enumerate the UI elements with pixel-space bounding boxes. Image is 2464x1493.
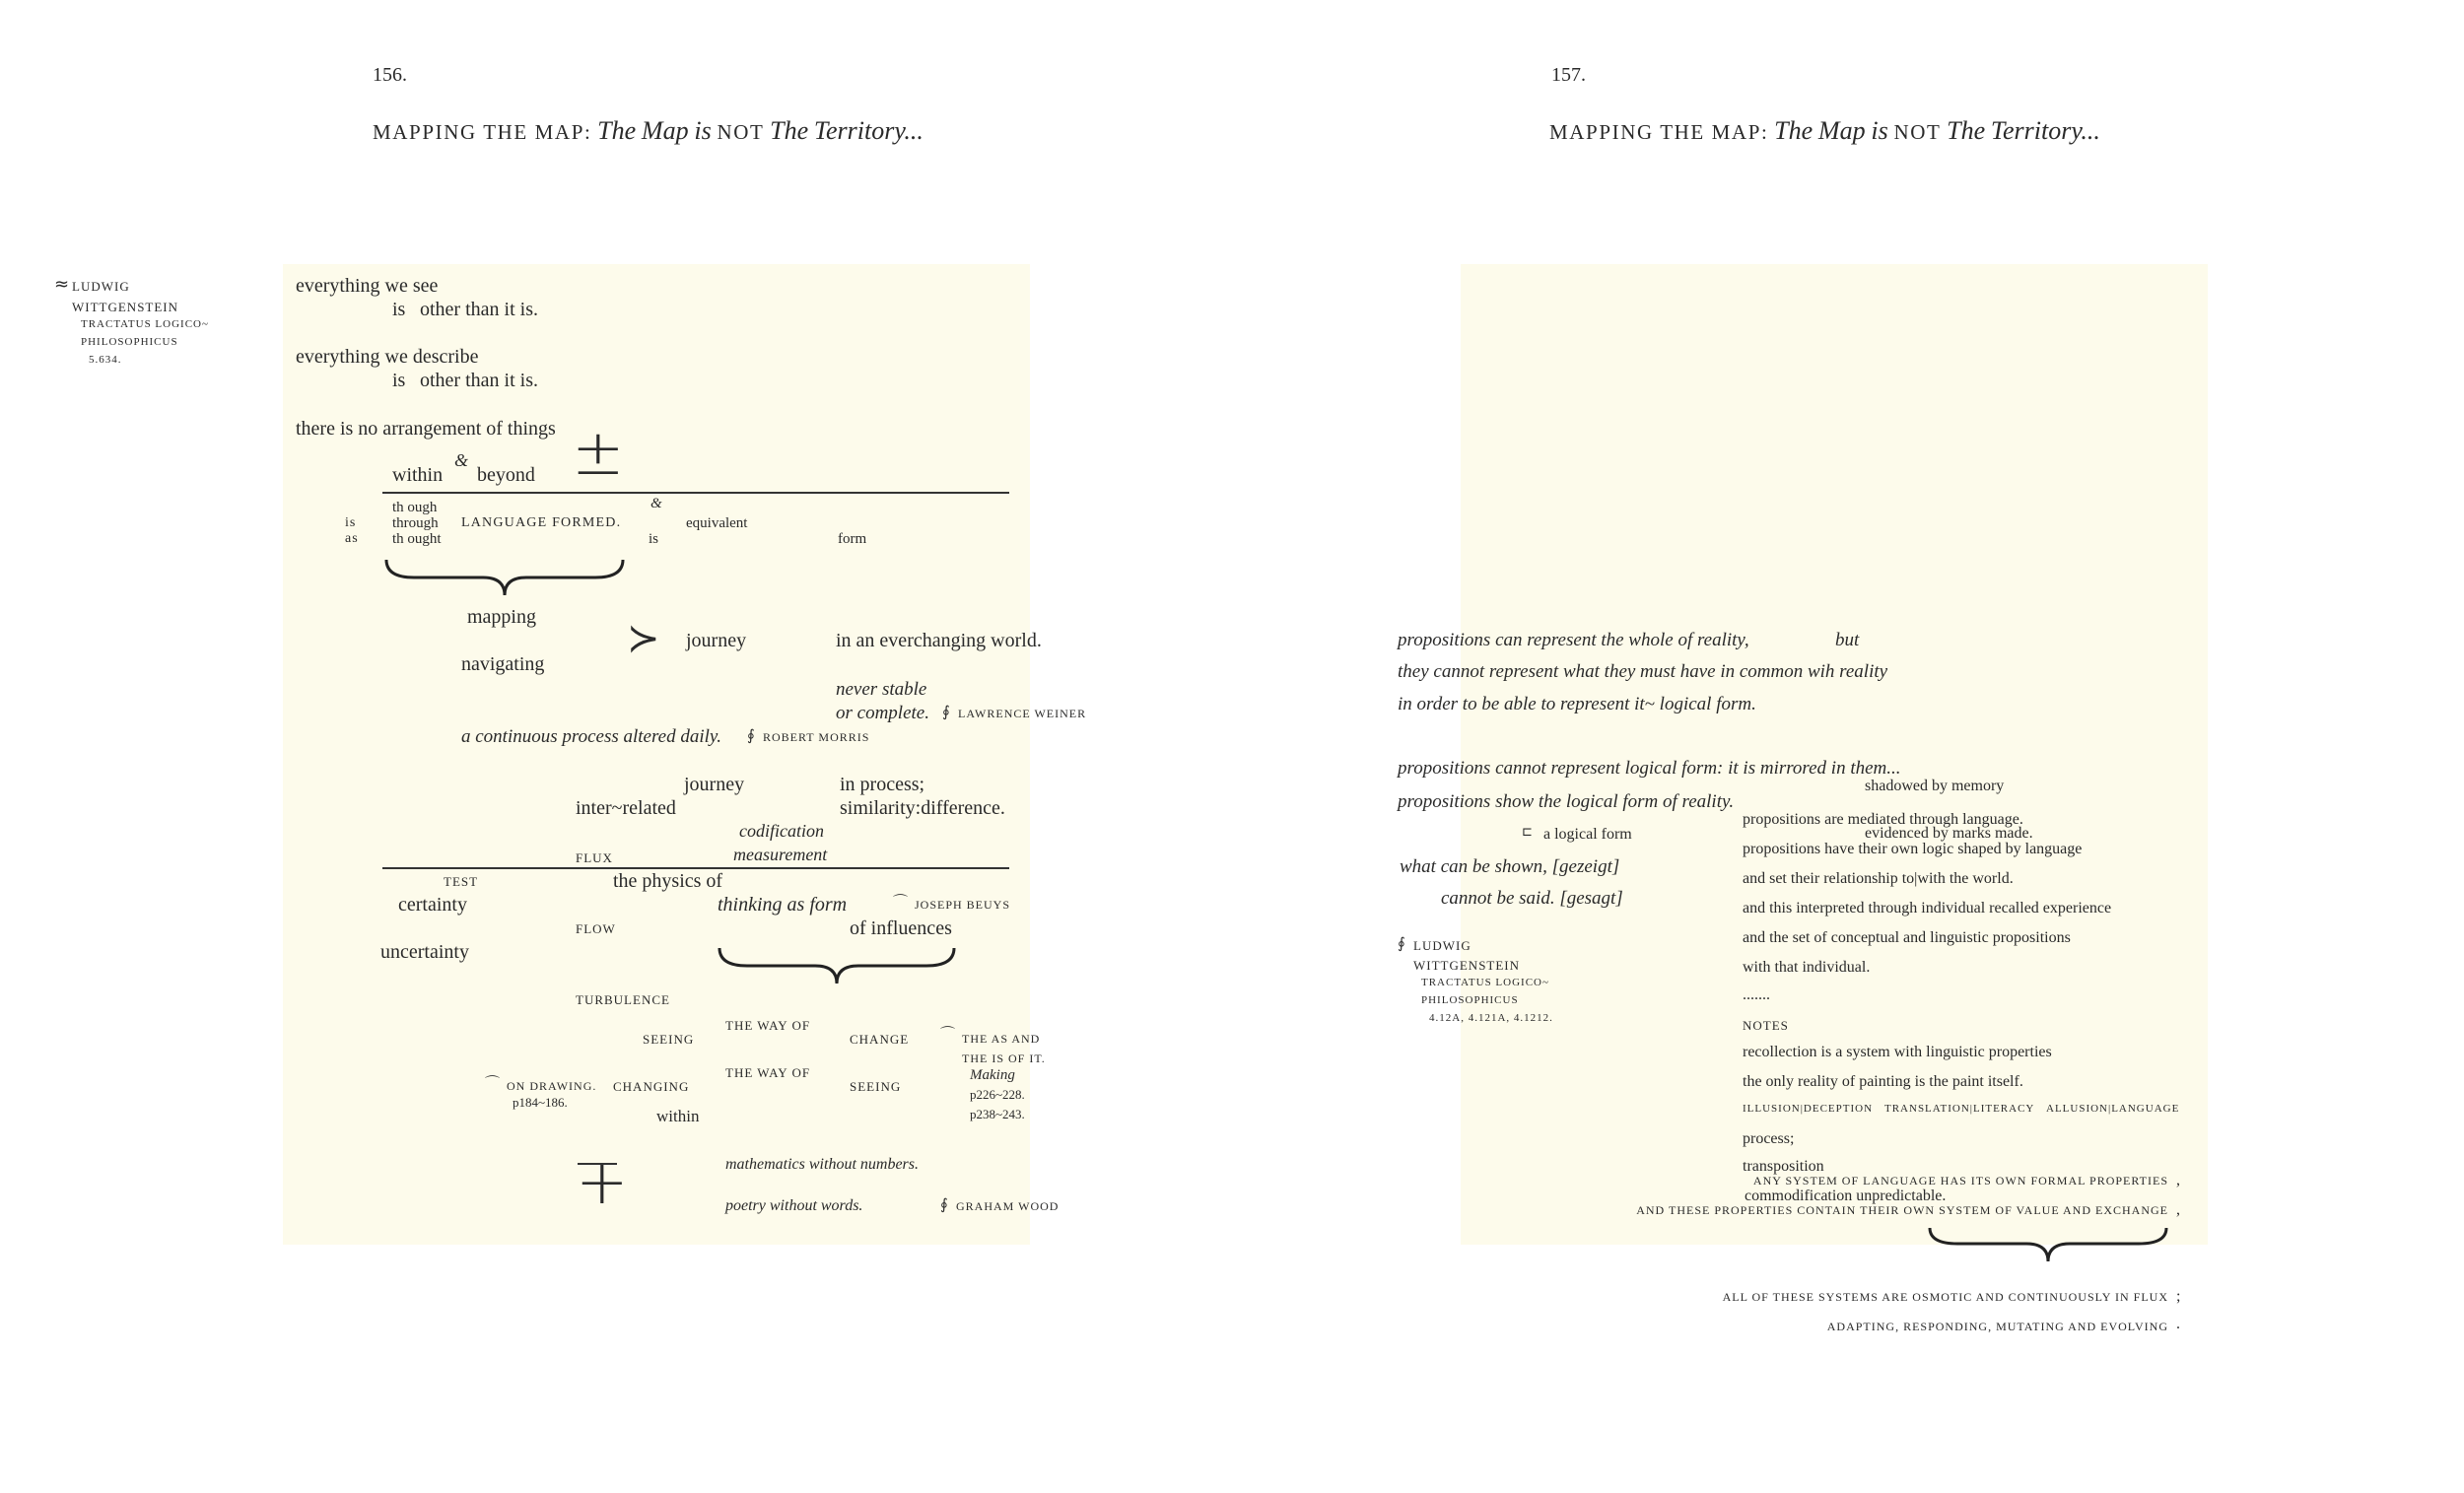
header-is: is — [694, 116, 712, 145]
note-pair: ALLUSION|LANGUAGE — [2046, 1103, 2180, 1115]
poem-line: there is no arrangement of things — [296, 418, 556, 440]
plus-bar — [578, 1163, 617, 1165]
notes-label: NOTES — [1743, 1018, 1789, 1033]
poem-line: inter~related — [576, 797, 676, 819]
left-page-number: 156. — [373, 64, 407, 86]
punctuation: , — [2176, 1201, 2180, 1218]
flux-label: FLUX — [576, 850, 613, 865]
approx-mark-icon: ≈ — [54, 274, 70, 295]
poem-line: evidenced by marks made. — [1865, 825, 2033, 842]
poem-line: in order to be able to represent it~ logical form. — [1398, 694, 1756, 714]
poem-line: journey — [686, 630, 747, 651]
poem-line: propositions show the logical form of reality. — [1398, 791, 1735, 812]
poem-line: thinking as form — [718, 894, 848, 916]
system-line: ANY SYSTEM OF LANGUAGE HAS ITS OWN FORMAL PROPERTIES — [1752, 1174, 2168, 1188]
attribution-wittgenstein: WITTGENSTEIN — [1413, 958, 1521, 973]
poem-line: with that individual. — [1743, 959, 1871, 976]
right-running-header — [1549, 118, 2100, 144]
language-formed: LANGUAGE FORMED. — [461, 515, 622, 530]
poem-line: journey — [684, 774, 745, 795]
poem-line: the only reality of painting is the paint itself. — [1743, 1073, 2023, 1090]
header-territory: Territory... — [1990, 116, 2100, 145]
poem-line: but — [1835, 630, 1860, 650]
poem-line: within — [656, 1107, 700, 1125]
attribution-making: p226~228. — [970, 1087, 1025, 1102]
attribution-mark-icon: ∮ — [940, 1195, 948, 1213]
attribution-making: THE IS OF IT. — [962, 1052, 1046, 1065]
poem-line: is — [392, 370, 406, 391]
poem-line: mapping — [467, 606, 536, 628]
poem-line: shadowed by memory — [1865, 778, 2005, 794]
poem-line: uncertainty — [380, 941, 469, 963]
attribution-mark-icon: ⌒ — [485, 1074, 501, 1092]
poem-line: a continuous process altered daily. — [461, 726, 722, 747]
attribution-drawing: ON DRAWING. — [507, 1079, 597, 1093]
change-label: CHANGE — [850, 1032, 910, 1047]
way-of-label: THE WAY OF — [725, 1065, 811, 1080]
poem-small: th ought — [392, 531, 442, 547]
poem-line: cannot be said. [gesagt] — [1441, 888, 1623, 909]
note-pair: TRANSLATION|LITERACY — [1884, 1103, 2035, 1115]
poem-line: certainty — [398, 894, 467, 916]
poem-line: commodification unpredictable. — [1745, 1188, 1947, 1204]
way-of-label: THE WAY OF — [725, 1018, 811, 1033]
header-not: NOT — [1893, 120, 1942, 144]
poem-line: similarity:difference. — [840, 797, 1005, 819]
brace-icon — [1928, 1226, 2168, 1263]
header-map: Map — [1817, 116, 1866, 145]
seeing-label: SEEING — [850, 1079, 902, 1094]
left-running-header — [373, 118, 924, 144]
poem-line: mathematics without numbers. — [725, 1156, 919, 1173]
poem-line: process; — [1743, 1130, 1795, 1147]
attribution-mark-icon: ∮ — [942, 703, 950, 720]
header-the: The — [1774, 116, 1814, 145]
poem-line: everything we see — [296, 275, 439, 297]
poem-line: and set their relationship to|with the world. — [1743, 870, 2014, 887]
divider-rule — [382, 867, 1009, 869]
sidenote-line: LUDWIG — [72, 279, 130, 294]
poem-line: beyond — [477, 464, 535, 486]
adapting-line: ADAPTING, RESPONDING, MUTATING AND EVOLVING — [1826, 1320, 2168, 1333]
converge-arrow-icon: ≻ — [627, 616, 660, 661]
poem-line: propositions can represent the whole of reality, — [1398, 630, 1749, 650]
sidenote-line: TRACTATUS LOGICO~ — [81, 318, 209, 330]
poem-line: transposition — [1743, 1158, 1824, 1175]
seeing-label: SEEING — [643, 1032, 695, 1047]
poem-line: within — [392, 464, 444, 486]
brace-icon — [718, 946, 956, 985]
header-map: Map — [641, 116, 689, 145]
poem-line: other than it is. — [420, 370, 538, 391]
attribution-making: Making — [970, 1067, 1015, 1083]
changing-label: CHANGING — [613, 1079, 690, 1094]
attribution-weiner: LAWRENCE WEINER — [958, 707, 1087, 720]
right-text-panel — [1461, 264, 2208, 1245]
header-prefix: MAPPING THE MAP: — [373, 120, 592, 144]
poem-line: recollection is a system with linguistic properties — [1743, 1044, 2052, 1060]
poem-small: th ough — [392, 500, 438, 515]
plus-minus-icon: ± — [572, 417, 625, 490]
poem-small: as — [345, 531, 359, 546]
poem-line: codification — [739, 821, 824, 841]
poem-line: is — [392, 299, 406, 320]
punctuation: , — [2176, 1172, 2180, 1188]
attribution-wittgenstein: LUDWIG — [1413, 938, 1472, 953]
header-the: The — [597, 116, 637, 145]
brace-icon — [384, 558, 625, 597]
attribution-mark-icon: ∮ — [747, 726, 755, 744]
header-is: is — [1871, 116, 1888, 145]
poem-line: and the set of conceptual and linguistic propositions — [1743, 929, 2071, 946]
poem-line: poetry without words. — [725, 1197, 863, 1214]
divider-rule — [382, 492, 1009, 494]
plus-icon: + — [576, 1146, 629, 1219]
poem-line: in process; — [840, 774, 925, 795]
attribution-wood: GRAHAM WOOD — [956, 1199, 1060, 1213]
punctuation: ; — [2176, 1288, 2181, 1305]
attribution-mark-icon: ∮ — [1398, 934, 1405, 952]
poem-small: equivalent — [686, 515, 748, 531]
poem-line: propositions are mediated through language. — [1743, 811, 2023, 828]
poem-line: they cannot represent what they must have in common wih reality — [1398, 661, 1888, 682]
sidenote-line: WITTGENSTEIN — [72, 300, 179, 314]
attribution-mark-icon: ⌒ — [893, 893, 909, 911]
poem-line: and this interpreted through individual recalled experience — [1743, 900, 2112, 916]
attribution-making: p238~243. — [970, 1107, 1025, 1121]
system-line: AND THESE PROPERTIES CONTAIN THEIR OWN SYSTEM OF VALUE AND EXCHANGE — [1636, 1203, 2168, 1217]
right-page-number: 157. — [1551, 64, 1586, 86]
poem-line: of influences — [850, 917, 952, 939]
poem-line: navigating — [461, 653, 545, 675]
poem-line: everything we describe — [296, 346, 479, 368]
sidenote-line: 5.634. — [89, 354, 122, 366]
poem-line: propositions have their own logic shaped by language — [1743, 841, 2083, 857]
poem-line: the physics of — [613, 870, 723, 892]
poem-line: a logical form — [1543, 826, 1632, 843]
attribution-drawing: p184~186. — [513, 1095, 568, 1110]
note-pair: ILLUSION|DECEPTION — [1743, 1103, 1874, 1115]
poem-small: through — [392, 515, 439, 531]
header-territory: Territory... — [813, 116, 924, 145]
bracket-mark-icon: ⊏ — [1522, 825, 1533, 840]
poem-small: is — [345, 515, 357, 530]
poem-line: or complete. — [836, 703, 929, 723]
poem-line: ....... — [1743, 986, 1770, 1003]
attribution-mark-icon: ⌒ — [940, 1025, 956, 1043]
poem-line: propositions cannot represent logical form: it is mirrored in them... — [1398, 758, 1901, 779]
attribution-wittgenstein: PHILOSOPHICUS — [1421, 994, 1519, 1006]
poem-line: what can be shown, [gezeigt] — [1400, 856, 1620, 877]
left-text-panel — [283, 264, 1030, 1245]
attribution-morris: ROBERT MORRIS — [763, 730, 870, 744]
ampersand: & — [454, 450, 469, 470]
turbulence-label: TURBULENCE — [576, 992, 670, 1007]
header-not: NOT — [717, 120, 765, 144]
attribution-beuys: JOSEPH BEUYS — [915, 898, 1011, 912]
header-the-2: The — [770, 116, 809, 145]
header-the-2: The — [1947, 116, 1986, 145]
flow-label: FLOW — [576, 921, 616, 936]
attribution-wittgenstein: 4.12A, 4.121A, 4.1212. — [1429, 1012, 1553, 1024]
poem-line: other than it is. — [420, 299, 538, 320]
poem-line: measurement — [733, 845, 828, 864]
sidenote-line: PHILOSOPHICUS — [81, 336, 178, 348]
punctuation: . — [2176, 1316, 2180, 1332]
header-prefix: MAPPING THE MAP: — [1549, 120, 1769, 144]
poem-line: never stable — [836, 679, 927, 700]
ampersand: & — [650, 496, 662, 511]
poem-line: in an everchanging world. — [836, 630, 1042, 651]
poem-small: is — [649, 531, 659, 547]
test-label: TEST — [444, 874, 479, 889]
poem-small: form — [838, 531, 867, 547]
osmotic-line: ALL OF THESE SYSTEMS ARE OSMOTIC AND CONTINUOUSLY IN FLUX — [1722, 1290, 2168, 1304]
attribution-wittgenstein: TRACTATUS LOGICO~ — [1421, 977, 1549, 988]
attribution-making: THE AS AND — [962, 1032, 1041, 1046]
